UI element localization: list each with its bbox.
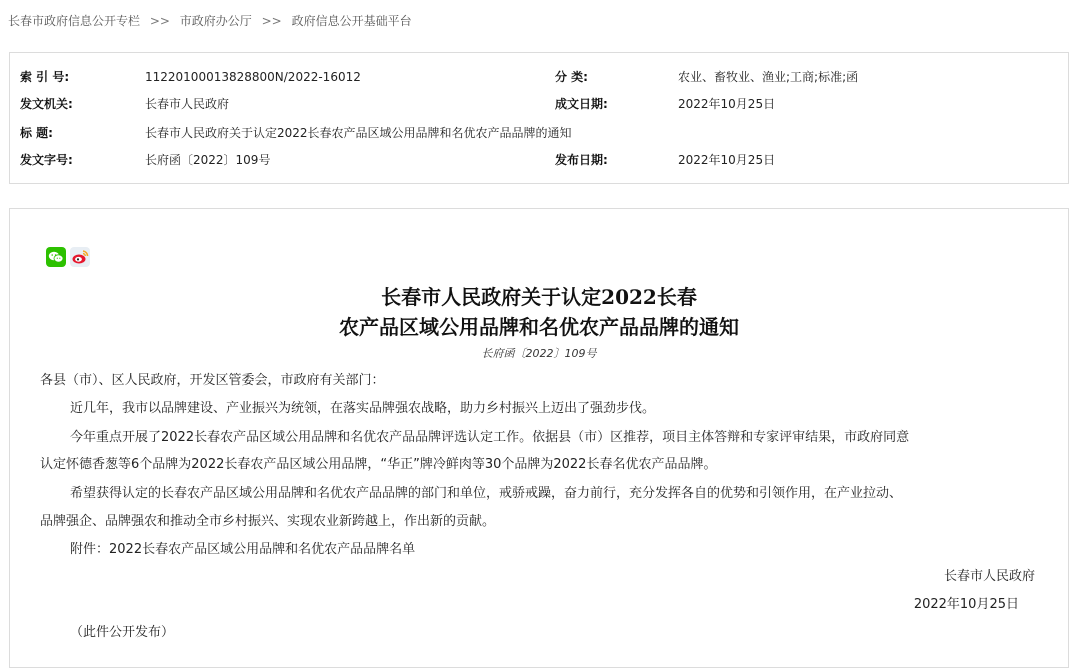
- breadcrumb-link-platform[interactable]: 政府信息公开基础平台: [291, 14, 412, 28]
- public-note: （此件公开发布）: [70, 625, 175, 640]
- title-label: 标 题:: [20, 126, 53, 140]
- weibo-icon[interactable]: [70, 247, 90, 267]
- meta-row: [10, 149, 1068, 171]
- breadcrumb-separator: >>: [149, 14, 170, 28]
- title-value: 长春市人民政府关于认定2022长春农产品区域公用品牌和名优农产品品牌的通知: [145, 126, 572, 140]
- created-date-value: 2022年10月25日: [678, 97, 776, 111]
- doc-number-label: 发文字号:: [20, 153, 73, 167]
- article-title-line1: 长春市人民政府关于认定2022长春: [381, 285, 697, 309]
- share-bar: [46, 247, 90, 267]
- signature-date: 2022年10月25日: [913, 597, 1019, 612]
- meta-row: [10, 93, 1068, 115]
- attachment-note: 附件：2022长春农产品区域公用品牌和名优农产品品牌名单: [70, 542, 416, 557]
- publish-date-label: 发布日期:: [555, 153, 608, 167]
- paragraph-1: 近几年，我市以品牌建设、产业振兴为统领，在落实品牌强农战略，助力乡村振兴上迈出了强劲步伐。: [70, 401, 656, 416]
- doc-number-value: 长府函〔2022〕109号: [145, 153, 271, 167]
- signature: 长春市人民政府: [943, 569, 1035, 584]
- category-value: 农业、畜牧业、渔业;工商;标准;函: [678, 70, 859, 84]
- category-label: 分 类:: [555, 70, 588, 84]
- article-doc-number: 长府函〔2022〕109号: [481, 347, 597, 360]
- breadcrumb-link-office[interactable]: 市政府办公厅: [179, 14, 252, 28]
- issuer-value: 长春市人民政府: [145, 97, 230, 111]
- issuer-label: 发文机关:: [20, 97, 73, 111]
- paragraph-3-line2: 品牌强企、品牌强农和推动全市乡村振兴、实现农业新跨越上，作出新的贡献。: [40, 514, 496, 529]
- paragraph-3-line1: 希望获得认定的长春农产品区域公用品牌和名优农产品品牌的部门和单位，戒骄戒躁，奋力前行，充分发挥各自的优势和引领作用，在产业拉动、: [70, 486, 903, 501]
- document-metadata-table: [9, 52, 1069, 184]
- paragraph-2-line2: 认定怀德香葱等6个品牌为2022长春农产品区域公用品牌，“华正”牌冷鲜肉等30个品牌为2022长春名优农产品品牌。: [40, 457, 717, 472]
- publish-date-value: 2022年10月25日: [678, 153, 776, 167]
- paragraph-2-line1: 今年重点开展了2022长春农产品区域公用品牌和名优农产品品牌评选认定工作。依据县（市）区推荐，项目主体答辩和专家评审结果，市政府同意: [70, 430, 910, 445]
- breadcrumb-separator: >>: [261, 14, 282, 28]
- breadcrumb: [8, 12, 412, 29]
- article-title-line2: 农产品区域公用品牌和名优农产品品牌的通知: [339, 315, 739, 339]
- article-content: [9, 208, 1069, 668]
- wechat-icon[interactable]: [46, 247, 66, 267]
- index-number-value: 11220100013828800N/2022-16012: [145, 70, 361, 84]
- meta-row: [10, 122, 1068, 144]
- salutation: 各县（市）、区人民政府，开发区管委会，市政府有关部门：: [40, 373, 385, 388]
- created-date-label: 成文日期:: [555, 97, 608, 111]
- breadcrumb-link-gov-info[interactable]: 长春市政府信息公开专栏: [8, 14, 141, 28]
- index-number-label: 索 引 号:: [20, 70, 70, 84]
- meta-row: [10, 66, 1068, 88]
